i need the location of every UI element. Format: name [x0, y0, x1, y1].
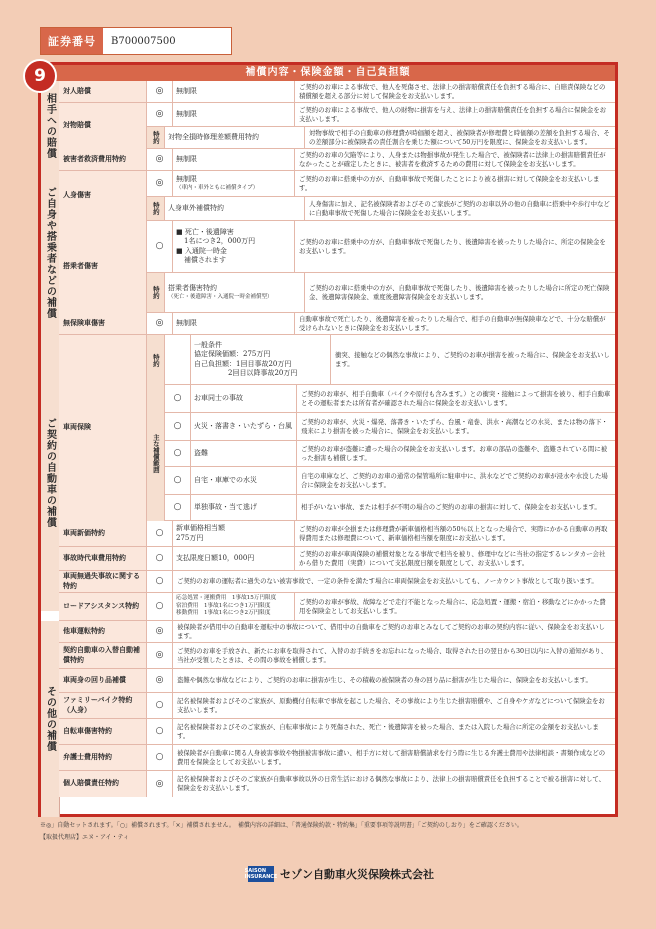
row-shinsha	[59, 521, 615, 547]
row-bengo	[59, 745, 615, 771]
section-other	[41, 621, 615, 817]
row-name: 車両新価特約	[59, 521, 147, 546]
row-kyuen	[59, 149, 615, 171]
row-sharyo-main	[165, 335, 615, 385]
row-symbol: ◎	[147, 81, 173, 102]
section-label: 相手への賠償	[41, 81, 60, 171]
row-name: 搭乗者傷害	[59, 221, 147, 313]
row-taijin	[59, 81, 615, 103]
row-limit: 盗難	[191, 441, 297, 466]
row-mawari	[59, 669, 615, 693]
row-limit: 無制限 （車内・車外ともに補償タイプ）	[173, 171, 295, 196]
row-name: 人身傷害	[59, 171, 147, 221]
row-limit: 対物全損時修理差額費用特約	[165, 127, 305, 148]
row-desc: ご契約のお車が、相手自動車（バイクや原付も含みます。）との衝突・接触によって損害を被り、相手自動車とその運転者または所有者が確認された場合に保険金をお支払いします。	[301, 389, 611, 407]
row-jinshin-main	[147, 171, 615, 197]
row-name: 車両無過失事故に関する特約	[59, 571, 147, 592]
row-name: 被害者救済費用特約	[59, 149, 147, 170]
row-desc: 対物事故で相手の自動車の修理費が時価額を超え、被保険者が修理費と時価額の差額を負担する場合、その差額部分に被保険者の責任割合を乗じた額について50万円を限度に、保険金をお支払いします。	[309, 128, 610, 146]
row-desc: ご契約のお車による事故で、他人を死傷させ、法律上の損害賠償責任を負担する場合に、自賠責保険などの積償額を超える部分に対して保険金をお支払いします。	[299, 82, 606, 100]
row-tasha	[59, 621, 615, 643]
policy-number-value: B700007500	[111, 35, 176, 47]
row-family	[59, 693, 615, 719]
row-limit: 無制限	[173, 313, 295, 334]
row-limit: 新車価格相当額 275万円	[173, 521, 295, 546]
row-desc: 記名被保険者およびそのご家族が自動車事故以外の日常生活における偶然な事故により、法律上の損害賠償責任を負担することで被る損害に対して、保険金をお支払いします。	[177, 775, 606, 792]
row-name: 事故時代車費用特約	[59, 547, 147, 570]
policy-number-box	[40, 27, 232, 55]
section-number-badge: 9	[23, 59, 57, 93]
company-name: セゾン自動車火災保険株式会社	[280, 868, 434, 881]
footnote: ※◎」自動セットされます。「○」補償されます。「×」補償されません。 補償内容の詳細は、「普通保険約款・特約集」「重要事項等説明書」「ご契約のしおり」をご確認ください。	[40, 822, 523, 829]
row-limit: 火災・落書き・いたずら・台風	[191, 413, 297, 440]
row-symbol: ○	[147, 571, 173, 592]
row-desc: ご契約のお車の運転者に過失のない被害事故で、一定の条件を満たす場合に車両保険金をお支払いしても、ノーカウント事故として取り扱います。	[177, 577, 598, 586]
row-symbol: ○	[147, 719, 173, 744]
saison-logo-icon: SAISON INSURANCE	[244, 868, 278, 880]
row-jishou	[59, 571, 615, 593]
row-symbol: ◎	[147, 669, 173, 692]
row-desc: ご契約のお車が盗難に遭った場合の保険金をお支払いします。お車の部品の盗難や、盗難されている間に被った損害も補償します。	[301, 444, 608, 462]
section-label: ご契約の自動車の補償	[41, 335, 60, 611]
row-desc: ご契約のお車が、火災・爆発、落書き・いたずら、台風・竜巻、洪水・高潮などの水災、または物の落下・飛来により損害を被った場合に、保険金をお支払いします。	[301, 417, 608, 435]
row-daisha	[59, 547, 615, 571]
section-liability	[41, 81, 615, 171]
row-symbol: ○	[165, 413, 191, 440]
row-desc: 衝突、接触などの偶然な事故により、ご契約のお車が損害を被った場合に、保険金をお支払いします。	[335, 350, 610, 368]
row-road	[59, 593, 615, 621]
row-name: 契約自動車の入替自動補償特約	[59, 643, 147, 668]
row-desc: 人身傷害に加え、記名被保険者およびそのご家族がご契約のお車以外の他の自動車に搭乗中や歩行中などに自動車事故で死傷した場合に保険金をお支払いします。	[309, 199, 610, 217]
row-limit: 支払限度日額10，000円	[173, 547, 295, 570]
section-vehicle	[41, 335, 615, 617]
section-self	[41, 171, 615, 335]
row-limit: 単独事故・当て逃げ	[191, 495, 297, 520]
row-desc: 記名被保険者およびそのご家族が、原動機付自転車で事故を起こした場合、その事故により生じた損害賠償や、ご自身やケガなどについて保険金をお支払いします。	[177, 696, 605, 714]
row-name: 弁護士費用特約	[59, 745, 147, 770]
row-desc: 相手がいない事故、または相手が不明の場合のご契約のお車の損害に対して、保険金をお支払いします。	[301, 503, 601, 512]
row-desc: 自宅の車庫など、ご契約のお車の通常の保管場所に駐車中に、洪水などでご契約のお車が浸水や水没した場合に保険金をお支払いします。	[301, 471, 608, 489]
row-symbol: ○	[165, 467, 191, 494]
row-name: 対人賠償	[59, 81, 147, 102]
row-name: 対物賠償	[59, 103, 147, 149]
row-desc: 自動車事故で死亡したり、後遺障害を被ったりした場合で、相手の自動車が無保険車などで、十分な賠償が受けられないときに保険金をお支払いします。	[299, 314, 606, 332]
row-limit: 無制限	[173, 149, 295, 170]
rider-tag: 特約	[147, 273, 165, 312]
row-symbol: ◎	[147, 621, 173, 642]
row-symbol: ○	[165, 495, 191, 520]
row-jinshin-sub	[147, 197, 615, 221]
row-name: 車両保険	[59, 335, 147, 521]
rider-tag: 特約	[147, 127, 165, 148]
row-limit: 無制限	[173, 103, 295, 126]
row-desc: ご契約のお車に搭乗中の方が、自動車事故で死傷したことにより被る損害に対して保険金をお支払いします。	[299, 174, 600, 192]
row-limit: 無制限	[173, 81, 295, 102]
agent-name: 【取扱代理店】エヌ・アイ・ティ	[40, 834, 129, 841]
row-limit: 一般条件 協定保険価額：275万円 自己負担額：1回目事故20万円 2回目以降事故20万円	[191, 335, 331, 384]
table-title: 補償内容・保険金額・自己負担額	[41, 65, 615, 81]
rider-tag: 特約	[147, 335, 165, 385]
row-desc: ご契約のお車に搭乗中の方が、自動車事故で死傷したり、後遺障害を被ったりした場合に所定の死亡保険金、後遺障害保険金、重度後遺障害保険金をお支払いします。	[309, 283, 610, 301]
row-symbol: ◎	[147, 313, 173, 334]
row-desc: ご契約のお車を手放され、新たにお車を取得されて、入替のお手続きをお忘れになった場合、取得された日の翌日から30日以内に入替の通知があり、当社が受領したときは、その間の事故を補償します。	[177, 646, 608, 664]
row-name: 他車運転特約	[59, 621, 147, 642]
section-label: その他の補償	[41, 621, 60, 817]
row-limit: 搭乗者傷害特約 （死亡・後遺障害・入通院一時金補償型）	[165, 273, 305, 312]
row-tojo-main	[147, 221, 615, 273]
row-name: 自転車傷害特約	[59, 719, 147, 744]
row-symbol: ◎	[147, 103, 173, 126]
row-muhoken	[59, 313, 615, 335]
row-desc: 被保険者が借用中の自動車を運転中の事故について、借用中の自動車をご契約のお車とみなしてご契約のお車の契約内容に従い、保険金をお支払いします。	[177, 622, 605, 640]
row-limit: 応急処置・運搬費用 1事故15万円限度 宿泊費用 1事故1名につき1万円限度 移動費用 1事故1名につき2万円限度	[173, 593, 295, 620]
row-symbol: ○	[147, 745, 173, 770]
row-desc: 記名被保険者およびそのご家族が、自転車事故により死傷された、死亡・後遺障害を被った場合、または入院した場合に所定の金額をお支払いします。	[177, 722, 599, 740]
row-tojo-sub	[147, 273, 615, 313]
row-kojin	[59, 771, 615, 797]
row-limit: 人身車外補償特約	[165, 197, 305, 220]
row-limit: ■ 死亡・後遺障害 1名につき2，000万円 ■ 入通院一時金 補償されます	[173, 221, 295, 272]
row-symbol: ◎	[147, 643, 173, 668]
row-cov-2	[165, 413, 615, 441]
row-desc: ご契約のお車が事故、故障などで走行不能となった場合に、応急処置・運搬・宿泊・移動などにかかった費用を保険金としてお支払いします。	[299, 597, 606, 615]
row-taibutsu-main	[147, 103, 615, 127]
row-symbol: ◎	[147, 771, 173, 797]
row-desc: ご契約のお車が全損または修理費が新車価格相当額の50％以上となった場合で、実際にかかる自動車の再取得費用または修理費について、新車価格相当額を限度にお支払いします。	[299, 524, 608, 542]
row-symbol: ○	[165, 441, 191, 466]
row-name: 無保険車傷害	[59, 313, 147, 334]
row-jitensha	[59, 719, 615, 745]
policy-number-label: 証券番号	[41, 28, 103, 54]
row-desc: ご契約のお車が車両保険の補償対象となる事故で相当を被り、修理中などに当社の指定するレンタカー会社から借りた費用（実費）について支払限度日額を限度として、お支払いします。	[299, 549, 606, 567]
row-cov-5	[165, 495, 615, 521]
row-symbol: ○	[147, 593, 173, 620]
row-name: ファミリーバイク特約（人身）	[59, 693, 147, 718]
row-cov-4	[165, 467, 615, 495]
row-limit: 自宅・車庫での水災	[191, 467, 297, 494]
row-cov-1	[165, 385, 615, 413]
row-symbol: ○	[147, 521, 173, 546]
row-limit: お車同士の事故	[191, 385, 297, 412]
company-logo	[244, 866, 434, 882]
row-desc: 被保険者が自動車に関る人身被害事故や物損被害事故に遭い、相手方に対して損害賠償請求を行う際に生じる弁護士費用や法律相談・書類作成などの費用を保険金としてお支払いします。	[177, 748, 606, 766]
row-symbol	[165, 335, 191, 384]
row-symbol: ◎	[147, 171, 173, 196]
row-cov-3	[165, 441, 615, 467]
row-desc: ご契約のお車に搭乗中の方が、自動車事故で死傷したり、後遺障害を被ったりした場合に、所定の保険金をお支払いします。	[299, 237, 606, 255]
rider-tag: 特約	[147, 197, 165, 220]
coverage-range-tag: 主な補償範囲	[147, 385, 165, 521]
row-shinki	[59, 643, 615, 669]
row-name: 個人賠償責任特約	[59, 771, 147, 797]
row-desc: ご契約のお車による事故で、他人の財物に損害を与え、法律上の損害賠償責任を負担する場合に保険金をお支払いします。	[299, 105, 607, 123]
row-symbol: ○	[147, 547, 173, 570]
section-label: ご自身や搭乗者などの補償	[41, 171, 60, 335]
row-desc: ご契約のお車の欠陥等により、人身または物損事故が発生した場合で、被保険者に法律上の損害賠償責任がなかったことが確定したときに、被害者を救済するための費用に対して保険金をお支払いします。	[299, 150, 606, 168]
row-desc: 盗難や偶然な事故などにより、ご契約のお車に損害が生じ、その積載の被保険者の身の回り品に損害が生じた場合に、保険金をお支払いします。	[177, 676, 592, 685]
row-symbol: ○	[165, 385, 191, 412]
row-symbol: ◎	[147, 149, 173, 170]
row-name: 車両身の回り品補償	[59, 669, 147, 692]
row-taibutsu-sub	[147, 127, 615, 149]
row-symbol: ○	[147, 221, 173, 272]
coverage-table	[38, 62, 618, 817]
row-name: ロードアシスタンス特約	[59, 593, 147, 620]
row-symbol: ○	[147, 693, 173, 718]
